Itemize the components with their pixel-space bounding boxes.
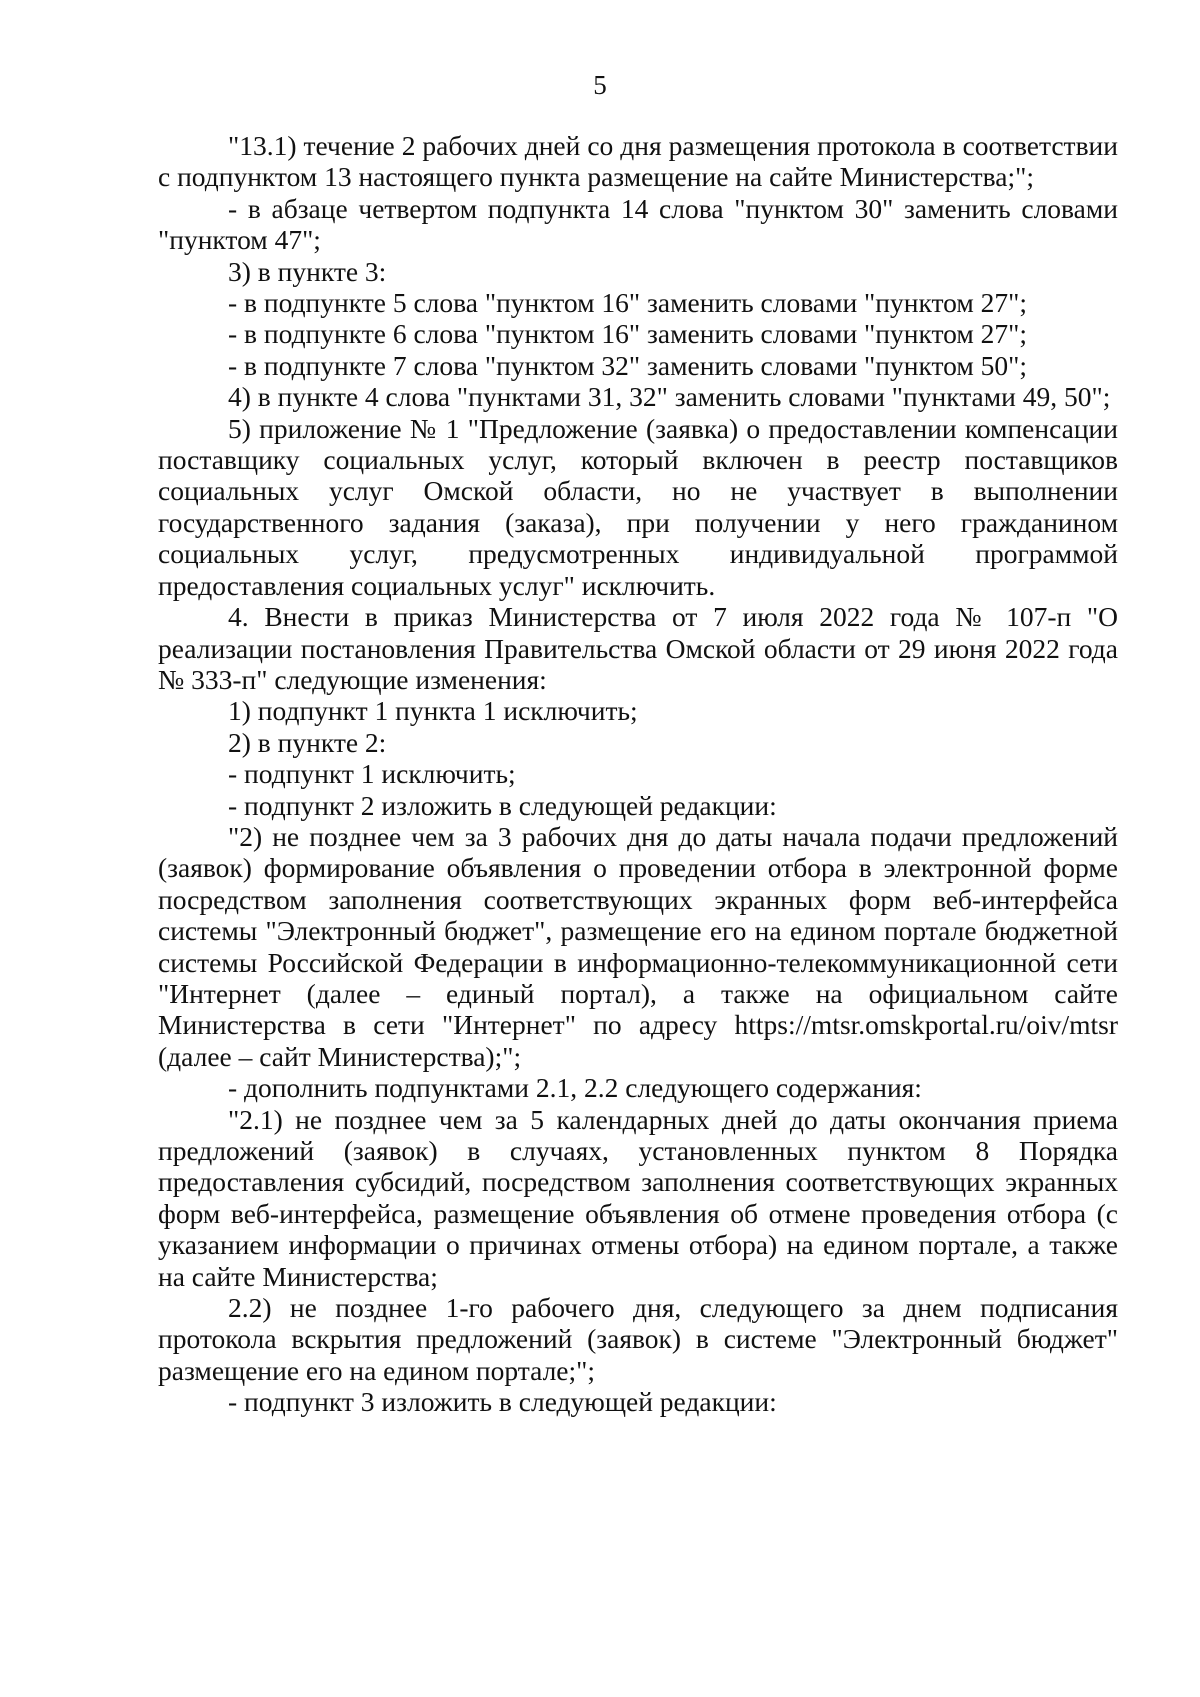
paragraph-item-1: 1) подпункт 1 пункта 1 исключить; bbox=[228, 695, 638, 727]
paragraph-quote-2-1: "2.1) не позднее чем за 5 календарных дней до даты окончания приема предложений (заявок) в случаях, установленных пунктом 8 Порядка предоставления субсидий, посредством заполнения соответствующих экранных форм веб-интерфейса, размещение объявления об отмене проведения отбора (с указанием информации о причинах отмены отбора) на едином портале, а также на сайте Министерства; bbox=[158, 1103, 1118, 1292]
page-number: 5 bbox=[593, 70, 607, 100]
paragraph-point-4: 4) в пункте 4 слова "пунктами 31, 32" заменить словами "пунктами 49, 50"; bbox=[228, 381, 1111, 413]
paragraph-point-3: 3) в пункте 3: bbox=[228, 255, 387, 287]
paragraph-appendix-1: 5) приложение № 1 "Предложение (заявка) о предоставлении компенсации поставщику социальных услуг, который включен в реестр поставщиков социальных услуг Омской области, но не участвует в выполнении государственного задания (заказа), при получении у него гражданином социальных услуг, предусмотренных индивидуальной программой предоставления социальных услуг" исключить. bbox=[158, 412, 1118, 601]
paragraph-item-2: 2) в пункте 2: bbox=[228, 726, 387, 758]
paragraph-subpoint-3-edit: - подпункт 3 изложить в следующей редакции: bbox=[228, 1386, 777, 1418]
paragraph-13-1: "13.1) течение 2 рабочих дней со дня размещения протокола в соответствии с подпунктом 13 настоящего пункта размещение на сайте Министерства;"; bbox=[158, 130, 1118, 193]
paragraph-subpoint-5: - в подпункте 5 слова "пунктом 16" заменить словами "пунктом 27"; bbox=[228, 287, 1027, 319]
paragraph-subpoint-14: - в абзаце четвертом подпункта 14 слова "пунктом 30" заменить словами "пунктом 47"; bbox=[158, 192, 1118, 256]
paragraph-subpoint-7: - в подпункте 7 слова "пунктом 32" заменить словами "пунктом 50"; bbox=[228, 349, 1027, 381]
paragraph-subpoint-1-exclude: - подпункт 1 исключить; bbox=[228, 758, 516, 790]
paragraph-quote-2: "2) не позднее чем за 3 рабочих дня до даты начала подачи предложений (заявок) формирование объявления о проведении отбора в электронной форме посредством заполнения соответствующих экранных форм веб-интерфейса системы "Электронный бюджет", размещение его на едином портале бюджетной системы Российской Федерации в информационно-телекоммуникационной сети "Интернет (далее – единый портал), а также на официальном сайте Министерства в сети "Интернет" по адресу https://mtsr.omskportal.ru/oiv/mtsr (далее – сайт Министерства);"; bbox=[158, 820, 1118, 1072]
paragraph-subpoint-2-edit: - подпункт 2 изложить в следующей редакции: bbox=[228, 789, 777, 821]
paragraph-add-subpoints: - дополнить подпунктами 2.1, 2.2 следующего содержания: bbox=[228, 1072, 922, 1104]
paragraph-subpoint-6: - в подпункте 6 слова "пунктом 16" заменить словами "пунктом 27"; bbox=[228, 318, 1027, 350]
paragraph-order-107: 4. Внести в приказ Министерства от 7 июля 2022 года № 107-п "О реализации постановления Правительства Омской области от 29 июня 2022 года № 333-п" следующие изменения: bbox=[158, 601, 1118, 695]
paragraph-quote-2-2: 2.2) не позднее 1-го рабочего дня, следующего за днем подписания протокола вскрытия предложений (заявок) в системе "Электронный бюджет" размещение его на едином портале;"; bbox=[158, 1292, 1118, 1386]
document-body bbox=[158, 130, 1118, 1418]
